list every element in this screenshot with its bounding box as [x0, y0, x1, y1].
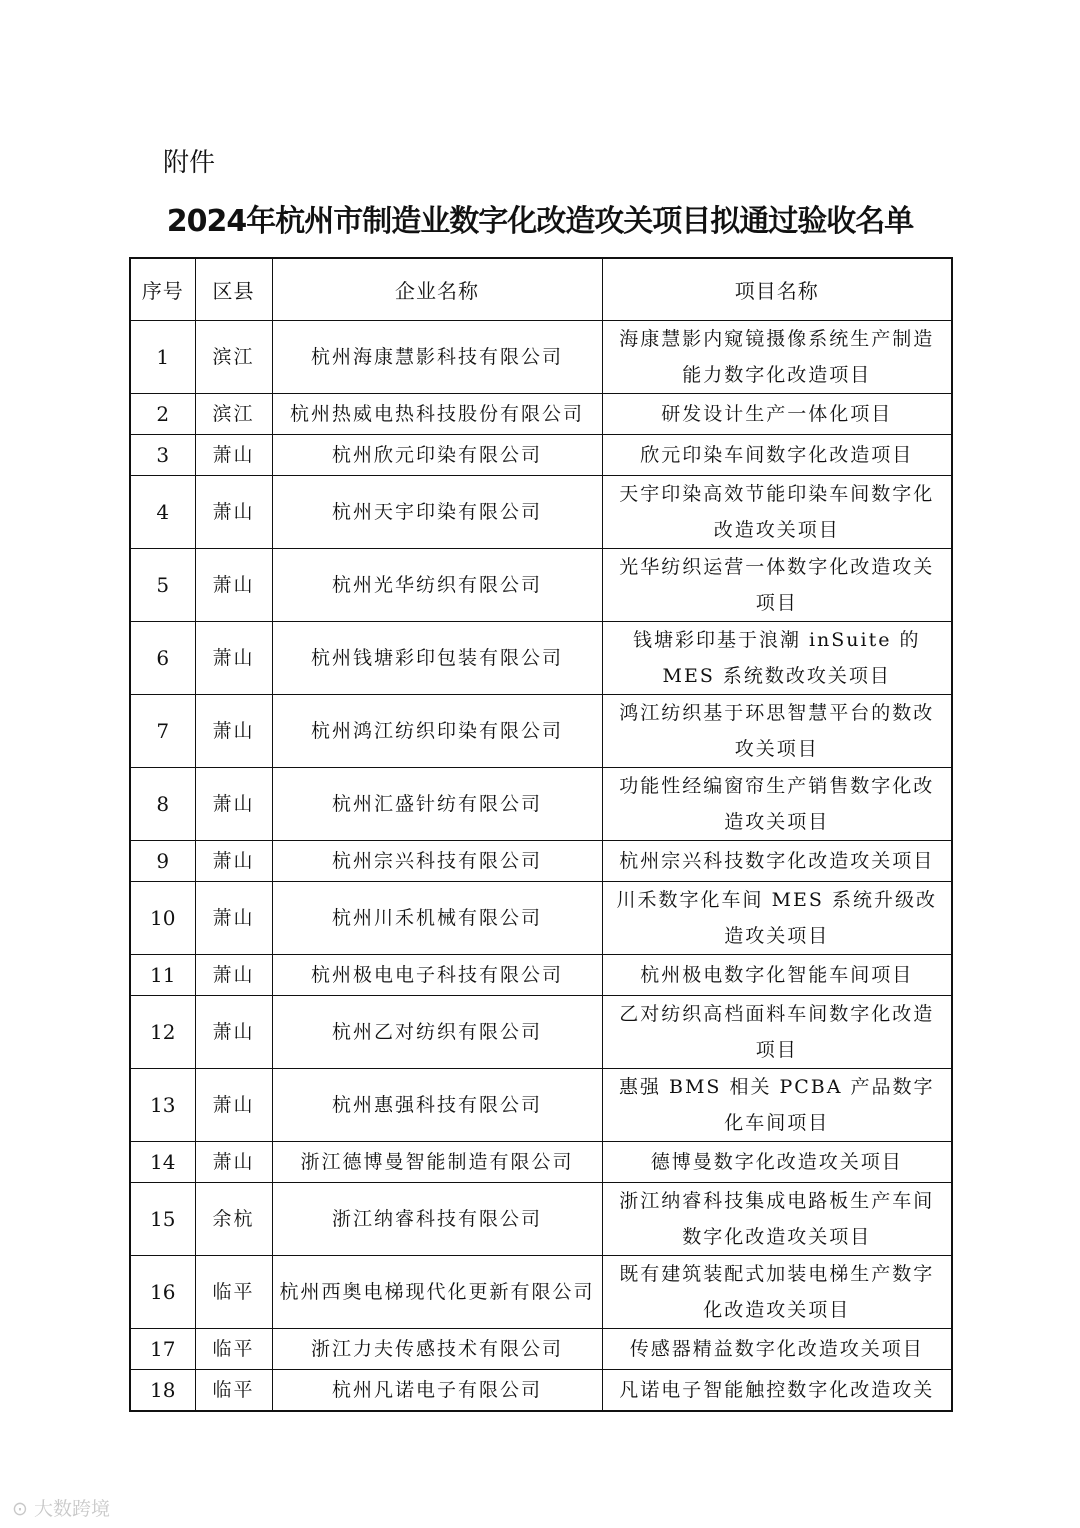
- cell-project: 天宇印染高效节能印染车间数字化改造攻关项目: [602, 476, 952, 549]
- cell-serial: 5: [130, 549, 195, 622]
- cell-project: 鸿江纺织基于环思智慧平台的数改攻关项目: [602, 695, 952, 768]
- cell-company: 杭州惠强科技有限公司: [272, 1069, 602, 1142]
- cell-serial: 10: [130, 882, 195, 955]
- cell-district: 萧山: [195, 435, 272, 476]
- cell-project: 光华纺织运营一体数字化改造攻关项目: [602, 549, 952, 622]
- cell-project: 杭州极电数字化智能车间项目: [602, 955, 952, 996]
- cell-serial: 1: [130, 321, 195, 394]
- cell-district: 萧山: [195, 549, 272, 622]
- table-row: [130, 1183, 952, 1256]
- cell-company: 杭州川禾机械有限公司: [272, 882, 602, 955]
- cell-company: 浙江力夫传感技术有限公司: [272, 1329, 602, 1370]
- acceptance-list-table: [129, 257, 953, 1412]
- table-row: [130, 768, 952, 841]
- cell-project: 乙对纺织高档面料车间数字化改造项目: [602, 996, 952, 1069]
- table-row: [130, 549, 952, 622]
- watermark: [12, 1494, 110, 1521]
- cell-company: 杭州宗兴科技有限公司: [272, 841, 602, 882]
- cell-serial: 15: [130, 1183, 195, 1256]
- table-row: [130, 394, 952, 435]
- table-row: [130, 1256, 952, 1329]
- cell-serial: 7: [130, 695, 195, 768]
- cell-project: 既有建筑装配式加装电梯生产数字化改造攻关项目: [602, 1256, 952, 1329]
- cell-serial: 3: [130, 435, 195, 476]
- table-header-row: [130, 258, 952, 321]
- cell-district: 滨江: [195, 321, 272, 394]
- watermark-text: 大数跨境: [33, 1498, 110, 1520]
- cell-serial: 12: [130, 996, 195, 1069]
- cell-company: 杭州鸿江纺织印染有限公司: [272, 695, 602, 768]
- cell-project: 传感器精益数字化改造攻关项目: [602, 1329, 952, 1370]
- table-row: [130, 622, 952, 695]
- cell-district: 萧山: [195, 1069, 272, 1142]
- cell-district: 萧山: [195, 476, 272, 549]
- cell-project: 海康慧影内窥镜摄像系统生产制造能力数字化改造项目: [602, 321, 952, 394]
- cell-company: 浙江德博曼智能制造有限公司: [272, 1142, 602, 1183]
- cell-project: 凡诺电子智能触控数字化改造攻关: [602, 1370, 952, 1412]
- table-row: [130, 695, 952, 768]
- cell-serial: 9: [130, 841, 195, 882]
- table-row: [130, 1142, 952, 1183]
- cell-company: 杭州汇盛针纺有限公司: [272, 768, 602, 841]
- attachment-label: 附件: [163, 148, 216, 178]
- cell-district: 临平: [195, 1370, 272, 1412]
- cell-serial: 8: [130, 768, 195, 841]
- page-title: 2024年杭州市制造业数字化改造攻关项目拟通过验收名单: [166, 204, 914, 239]
- cell-company: 杭州凡诺电子有限公司: [272, 1370, 602, 1412]
- cell-district: 萧山: [195, 1142, 272, 1183]
- cell-district: 萧山: [195, 695, 272, 768]
- header-project: 项目名称: [602, 258, 952, 321]
- cell-district: 临平: [195, 1329, 272, 1370]
- cell-serial: 13: [130, 1069, 195, 1142]
- cell-project: 川禾数字化车间 MES 系统升级改造攻关项目: [602, 882, 952, 955]
- table-row: [130, 476, 952, 549]
- cell-district: 萧山: [195, 882, 272, 955]
- cell-district: 滨江: [195, 394, 272, 435]
- table-row: [130, 1069, 952, 1142]
- cell-serial: 16: [130, 1256, 195, 1329]
- table-row: [130, 841, 952, 882]
- cell-company: 杭州天宇印染有限公司: [272, 476, 602, 549]
- cell-company: 杭州钱塘彩印包装有限公司: [272, 622, 602, 695]
- cell-company: 杭州欣元印染有限公司: [272, 435, 602, 476]
- table-row: [130, 1370, 952, 1412]
- cell-project: 杭州宗兴科技数字化改造攻关项目: [602, 841, 952, 882]
- cell-company: 杭州光华纺织有限公司: [272, 549, 602, 622]
- weibo-icon: ⊙: [12, 1498, 28, 1520]
- cell-company: 杭州西奥电梯现代化更新有限公司: [272, 1256, 602, 1329]
- header-district: 区县: [195, 258, 272, 321]
- cell-project: 功能性经编窗帘生产销售数字化改造攻关项目: [602, 768, 952, 841]
- cell-project: 浙江纳睿科技集成电路板生产车间数字化改造攻关项目: [602, 1183, 952, 1256]
- cell-project: 德博曼数字化改造攻关项目: [602, 1142, 952, 1183]
- table-row: [130, 882, 952, 955]
- cell-district: 萧山: [195, 841, 272, 882]
- cell-serial: 4: [130, 476, 195, 549]
- cell-district: 萧山: [195, 622, 272, 695]
- cell-district: 临平: [195, 1256, 272, 1329]
- cell-district: 余杭: [195, 1183, 272, 1256]
- cell-project: 钱塘彩印基于浪潮 inSuite 的 MES 系统数改攻关项目: [602, 622, 952, 695]
- table-row: [130, 1329, 952, 1370]
- cell-serial: 11: [130, 955, 195, 996]
- cell-project: 欣元印染车间数字化改造项目: [602, 435, 952, 476]
- cell-serial: 14: [130, 1142, 195, 1183]
- cell-company: 杭州海康慧影科技有限公司: [272, 321, 602, 394]
- header-serial: 序号: [130, 258, 195, 321]
- cell-serial: 18: [130, 1370, 195, 1412]
- cell-district: 萧山: [195, 768, 272, 841]
- cell-district: 萧山: [195, 955, 272, 996]
- table-row: [130, 435, 952, 476]
- cell-district: 萧山: [195, 996, 272, 1069]
- header-company: 企业名称: [272, 258, 602, 321]
- cell-company: 浙江纳睿科技有限公司: [272, 1183, 602, 1256]
- cell-project: 惠强 BMS 相关 PCBA 产品数字化车间项目: [602, 1069, 952, 1142]
- cell-serial: 6: [130, 622, 195, 695]
- table-row: [130, 321, 952, 394]
- table-row: [130, 955, 952, 996]
- cell-serial: 2: [130, 394, 195, 435]
- cell-company: 杭州乙对纺织有限公司: [272, 996, 602, 1069]
- cell-company: 杭州极电电子科技有限公司: [272, 955, 602, 996]
- cell-project: 研发设计生产一体化项目: [602, 394, 952, 435]
- cell-company: 杭州热威电热科技股份有限公司: [272, 394, 602, 435]
- cell-serial: 17: [130, 1329, 195, 1370]
- table-row: [130, 996, 952, 1069]
